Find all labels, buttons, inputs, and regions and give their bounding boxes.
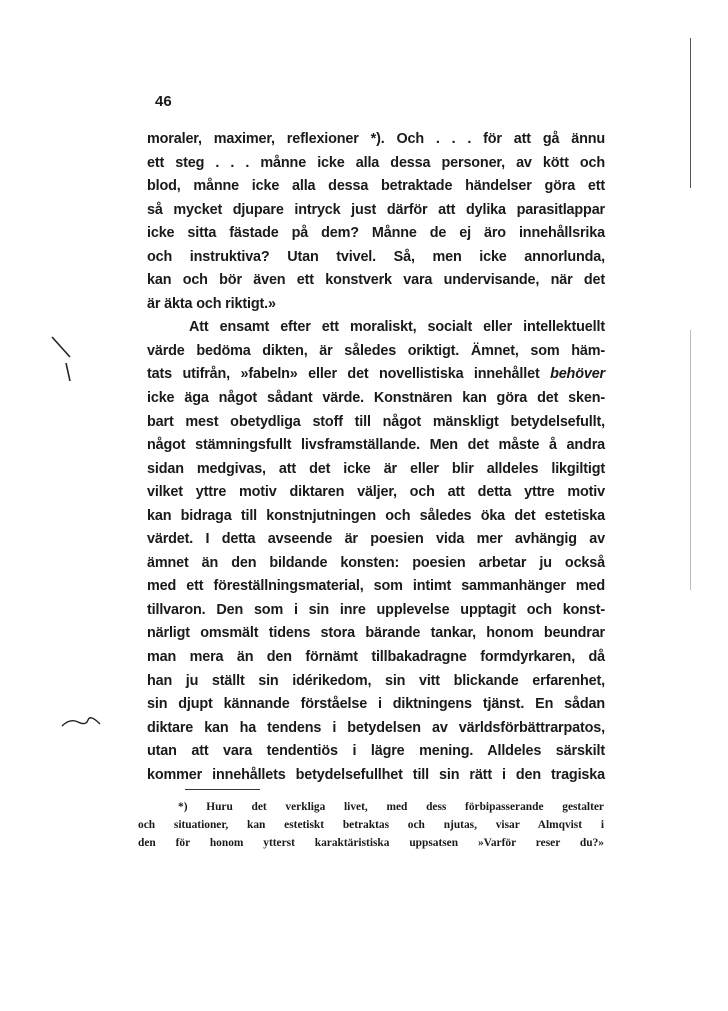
- body-line: man mera än den förnämt tillbakadragne formdyrkaren, då: [147, 649, 605, 666]
- margin-pencil-mark: [50, 335, 80, 385]
- footnote-line: och situationer, kan estetiskt betraktas och njutas, visar Almqvist i: [138, 819, 604, 831]
- body-line: värdet. I detta avseende är poesien vida mer avhängig av: [147, 531, 605, 548]
- body-text: [147, 128, 605, 787]
- page-edge-rule-faint: [690, 330, 691, 590]
- body-line: så mycket djupare intryck just därför att dylika parasitlappar: [147, 201, 605, 218]
- page-edge-rule: [690, 38, 691, 188]
- body-line-text: tats utifrån, »fabeln» eller det novellistiska innehållet: [147, 366, 540, 383]
- footnote: [138, 798, 604, 852]
- body-line: utan att vara tendentiös i lägre mening. Alldeles särskilt: [147, 743, 605, 760]
- body-line: sidan medgivas, att det icke är eller blir alldeles likgiltigt: [147, 460, 605, 477]
- footnote-line: den för honom ytterst karaktäristiska uppsatsen »Varför reser du?»: [138, 837, 604, 849]
- footnote-rule: [185, 789, 260, 790]
- body-line: med ett föreställningsmaterial, som intimt sammanhänger med: [147, 578, 605, 595]
- body-line: tillvaron. Den som i sin inre upplevelse upptagit och konst-: [147, 601, 605, 618]
- body-line: ämnet än den bildande konsten: poesien arbetar ju också: [147, 554, 605, 571]
- margin-squiggle-mark: [60, 712, 102, 732]
- italic-word: behöver: [550, 366, 605, 383]
- body-line: kan och bör även ett konstverk vara undervisande, när det: [147, 272, 605, 289]
- body-line: sin djupt kännande förståelse i diktningens tjänst. En sådan: [147, 696, 605, 713]
- body-line: icke sitta fästade på dem? Månne de ej äro innehållsrika: [147, 225, 605, 242]
- page-number: 46: [155, 93, 172, 110]
- body-line: kan bidraga till konstnjutningen och således öka det estetiska: [147, 507, 605, 524]
- body-line: värde bedöma dikten, är således oriktigt. Ämnet, som häm-: [147, 342, 605, 359]
- body-line: bart mest obetydliga stoff till något mänskligt betydelsefullt,: [147, 413, 605, 430]
- body-line: diktare kan ha tendens i betydelsen av världsförbättrarpatos,: [147, 719, 605, 736]
- footnote-line: *) Huru det verkliga livet, med dess förbipasserande gestalter: [178, 801, 604, 813]
- body-line: ett steg . . . månne icke alla dessa personer, av kött och: [147, 154, 605, 171]
- body-line: Att ensamt efter ett moraliskt, socialt eller intellektuellt: [189, 319, 605, 336]
- body-line: blod, månne icke alla dessa betraktade händelser göra ett: [147, 178, 605, 195]
- body-line: är äkta och riktigt.»: [147, 295, 276, 312]
- body-line: han ju ställt sin idérikedom, sin vitt blickande erfarenhet,: [147, 672, 605, 689]
- body-line-with-italic: [147, 363, 605, 387]
- body-line: icke äga något sådant värde. Konstnären kan göra det sken-: [147, 390, 605, 407]
- body-line: kommer innehållets betydelsefullhet till sin rätt i den tragiska: [147, 766, 605, 783]
- body-line: något stämningsfullt livsframställande. Men det måste å andra: [147, 437, 605, 454]
- body-line: och instruktiva? Utan tvivel. Så, men icke annorlunda,: [147, 248, 605, 265]
- body-line: vilket yttre motiv diktaren väljer, och att detta yttre motiv: [147, 484, 605, 501]
- body-line: närligt omsmält tidens stora bärande tankar, honom beundrar: [147, 625, 605, 642]
- body-line: moraler, maximer, reflexioner *). Och . . . för att gå ännu: [147, 131, 605, 147]
